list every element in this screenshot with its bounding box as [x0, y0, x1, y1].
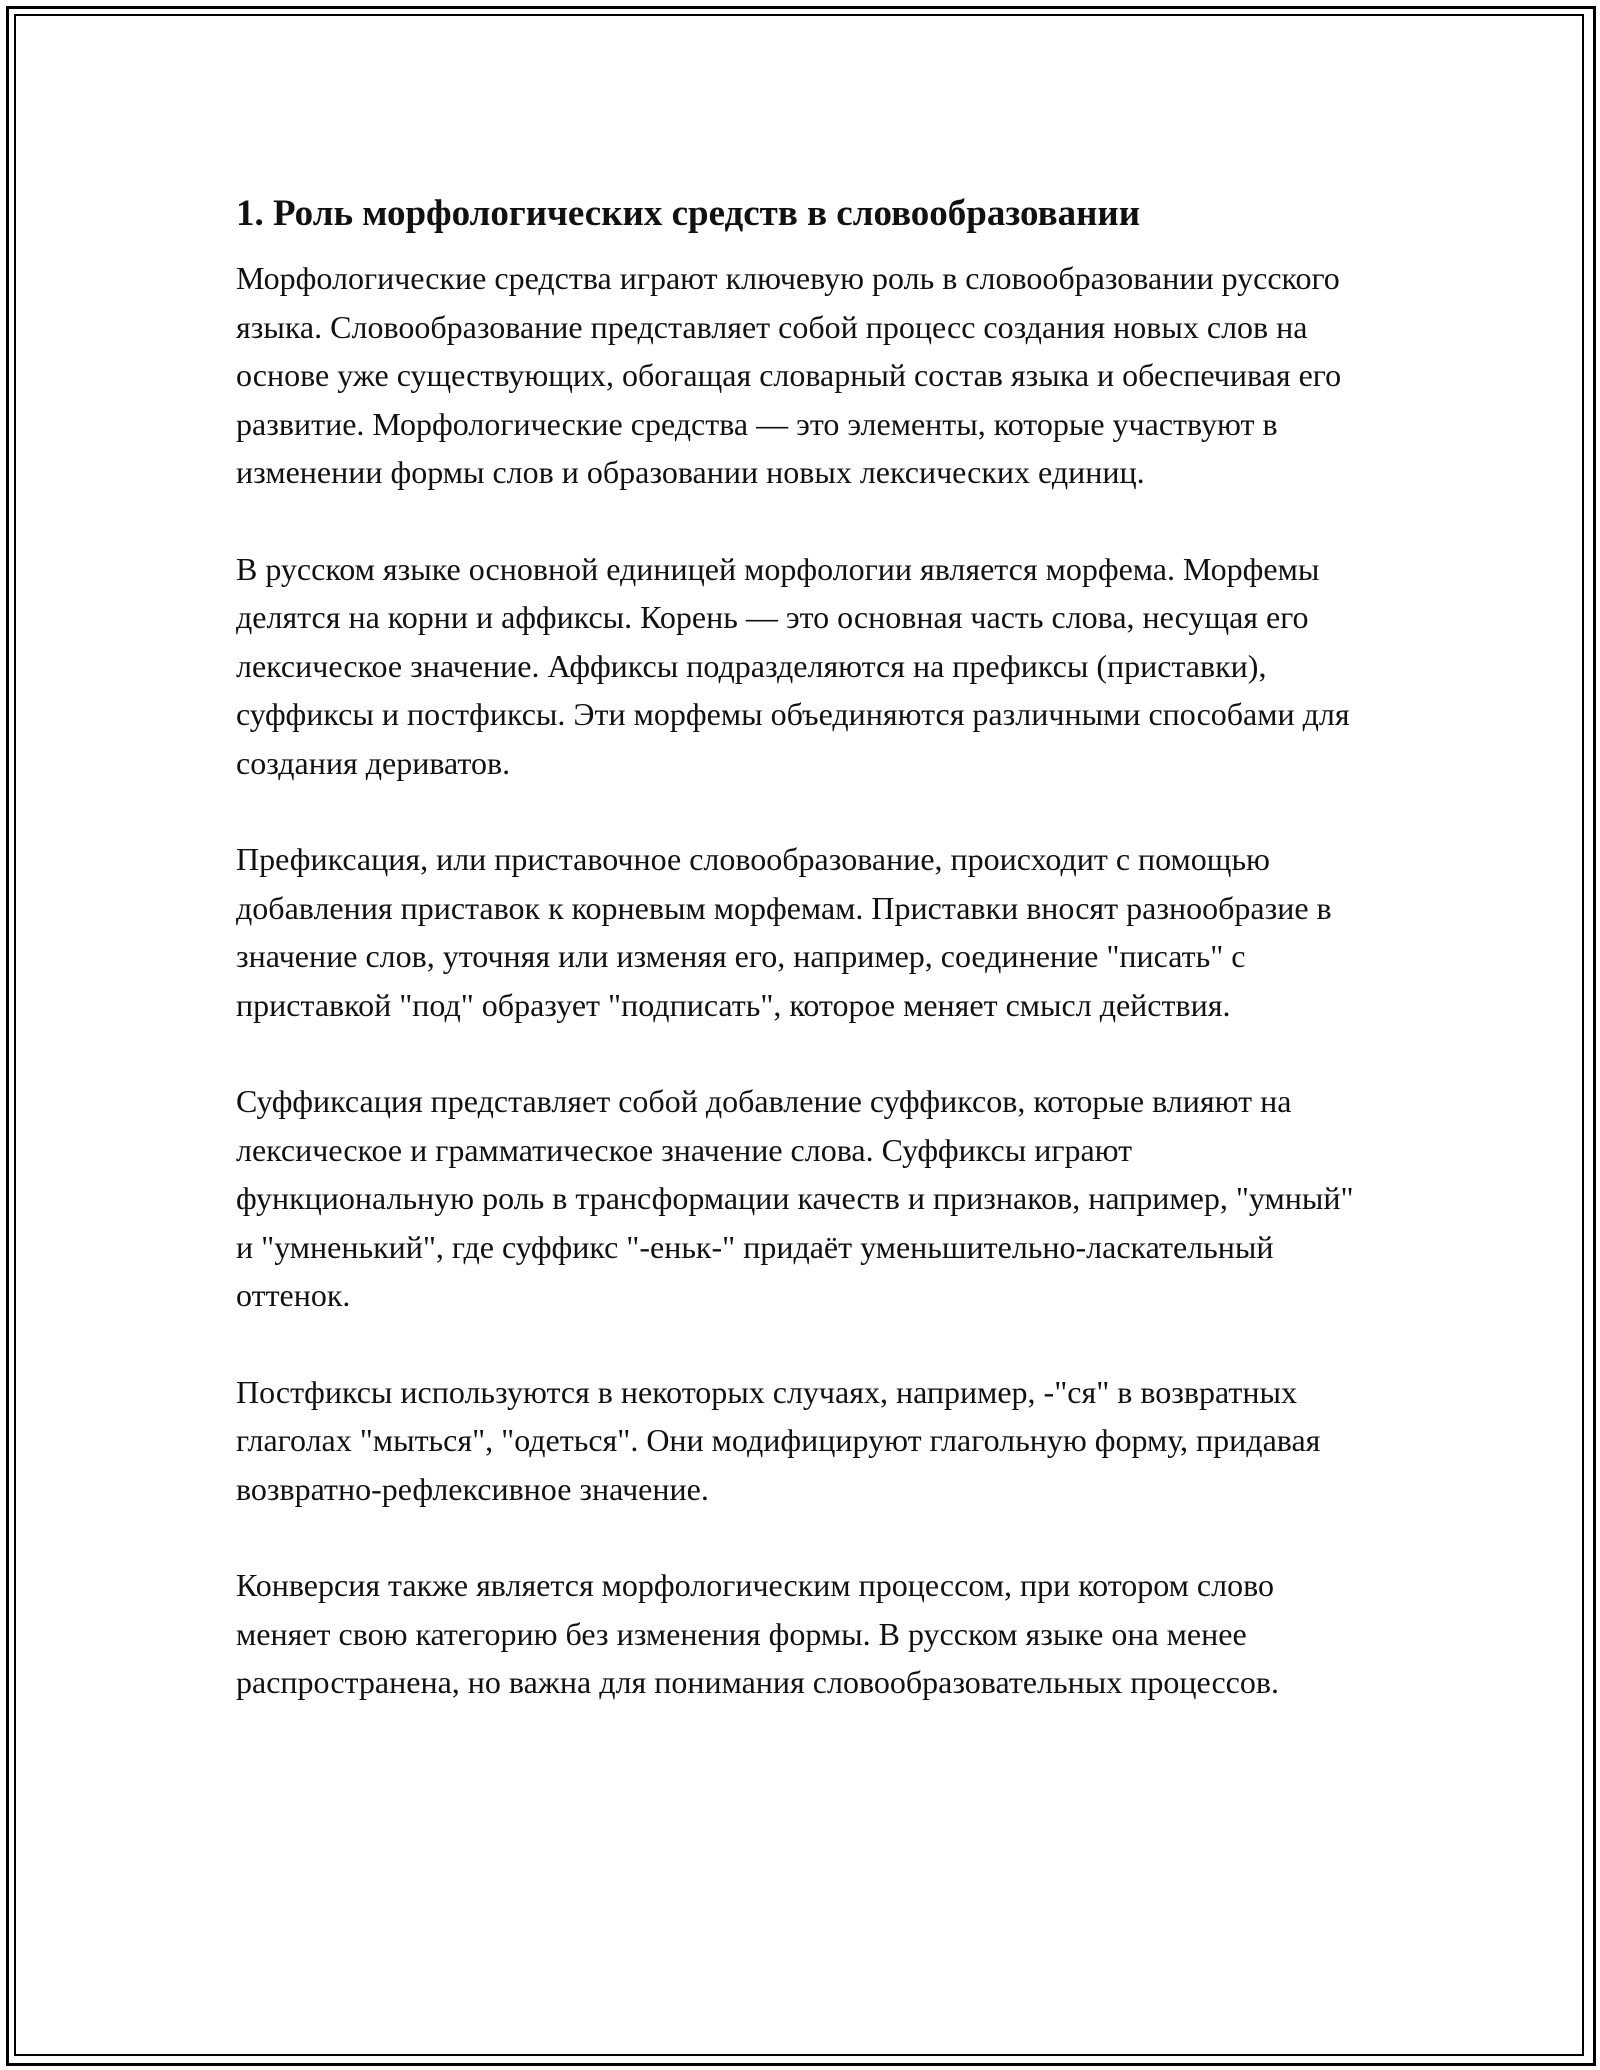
paragraph-morpheme: В русском языке основной единицей морфологии является морфема. Морфемы делятся на корни и аффиксы. Корень — это основная часть слова, несущая его лексическое значение. Аффиксы подразделяются на префиксы (приставки), суффиксы и постфиксы. Эти морфемы объединяются различными способами для создания дериватов.: [236, 550, 1350, 781]
paragraph-suffixation: Суффиксация представляет собой добавление суффиксов, которые влияют на лексическое и грамматическое значение слова. Суффиксы играют функциональную роль в трансформации качеств и признаков, например, "умный" и "умненький", где суффикс "-еньк-" придаёт уменьшительно-ласкательный оттенок.: [236, 1083, 1354, 1313]
document-body: [236, 188, 1376, 1755]
section-title: 1. Роль морфологических средств в словообразовании: [236, 193, 1141, 234]
paragraph-prefixation: Префиксация, или приставочное словообразование, происходит с помощью добавления приставок к корневым морфемам. Приставки вносят разнообразие в значение слов, уточняя или изменяя его, например, соединение "писать" с приставкой "под" образует "подписать", которое меняет смысл действия.: [236, 841, 1332, 1023]
paragraph-conversion: Конверсия также является морфологическим процессом, при котором слово меняет свою категорию без изменения формы. В русском языке она менее распространена, но важна для понимания словообразовательных процессов.: [236, 1567, 1279, 1700]
paragraph-morphological-means: Морфологические средства играют ключевую роль в словообразовании русского языка. Словообразование представляет собой процесс создания новых слов на основе уже существующих, обогащая словарный состав языка и обеспечивая его развитие. Морфологические средства — это элементы, которые участвуют в изменении формы слов и образовании новых лексических единиц.: [236, 260, 1342, 490]
paragraph-postfixes: Постфиксы используются в некоторых случаях, например, -"ся" в возвратных глаголах "мыться", "одеться". Они модифицируют глагольную форму, придавая возвратно-рефлексивное значение.: [236, 1373, 1321, 1507]
